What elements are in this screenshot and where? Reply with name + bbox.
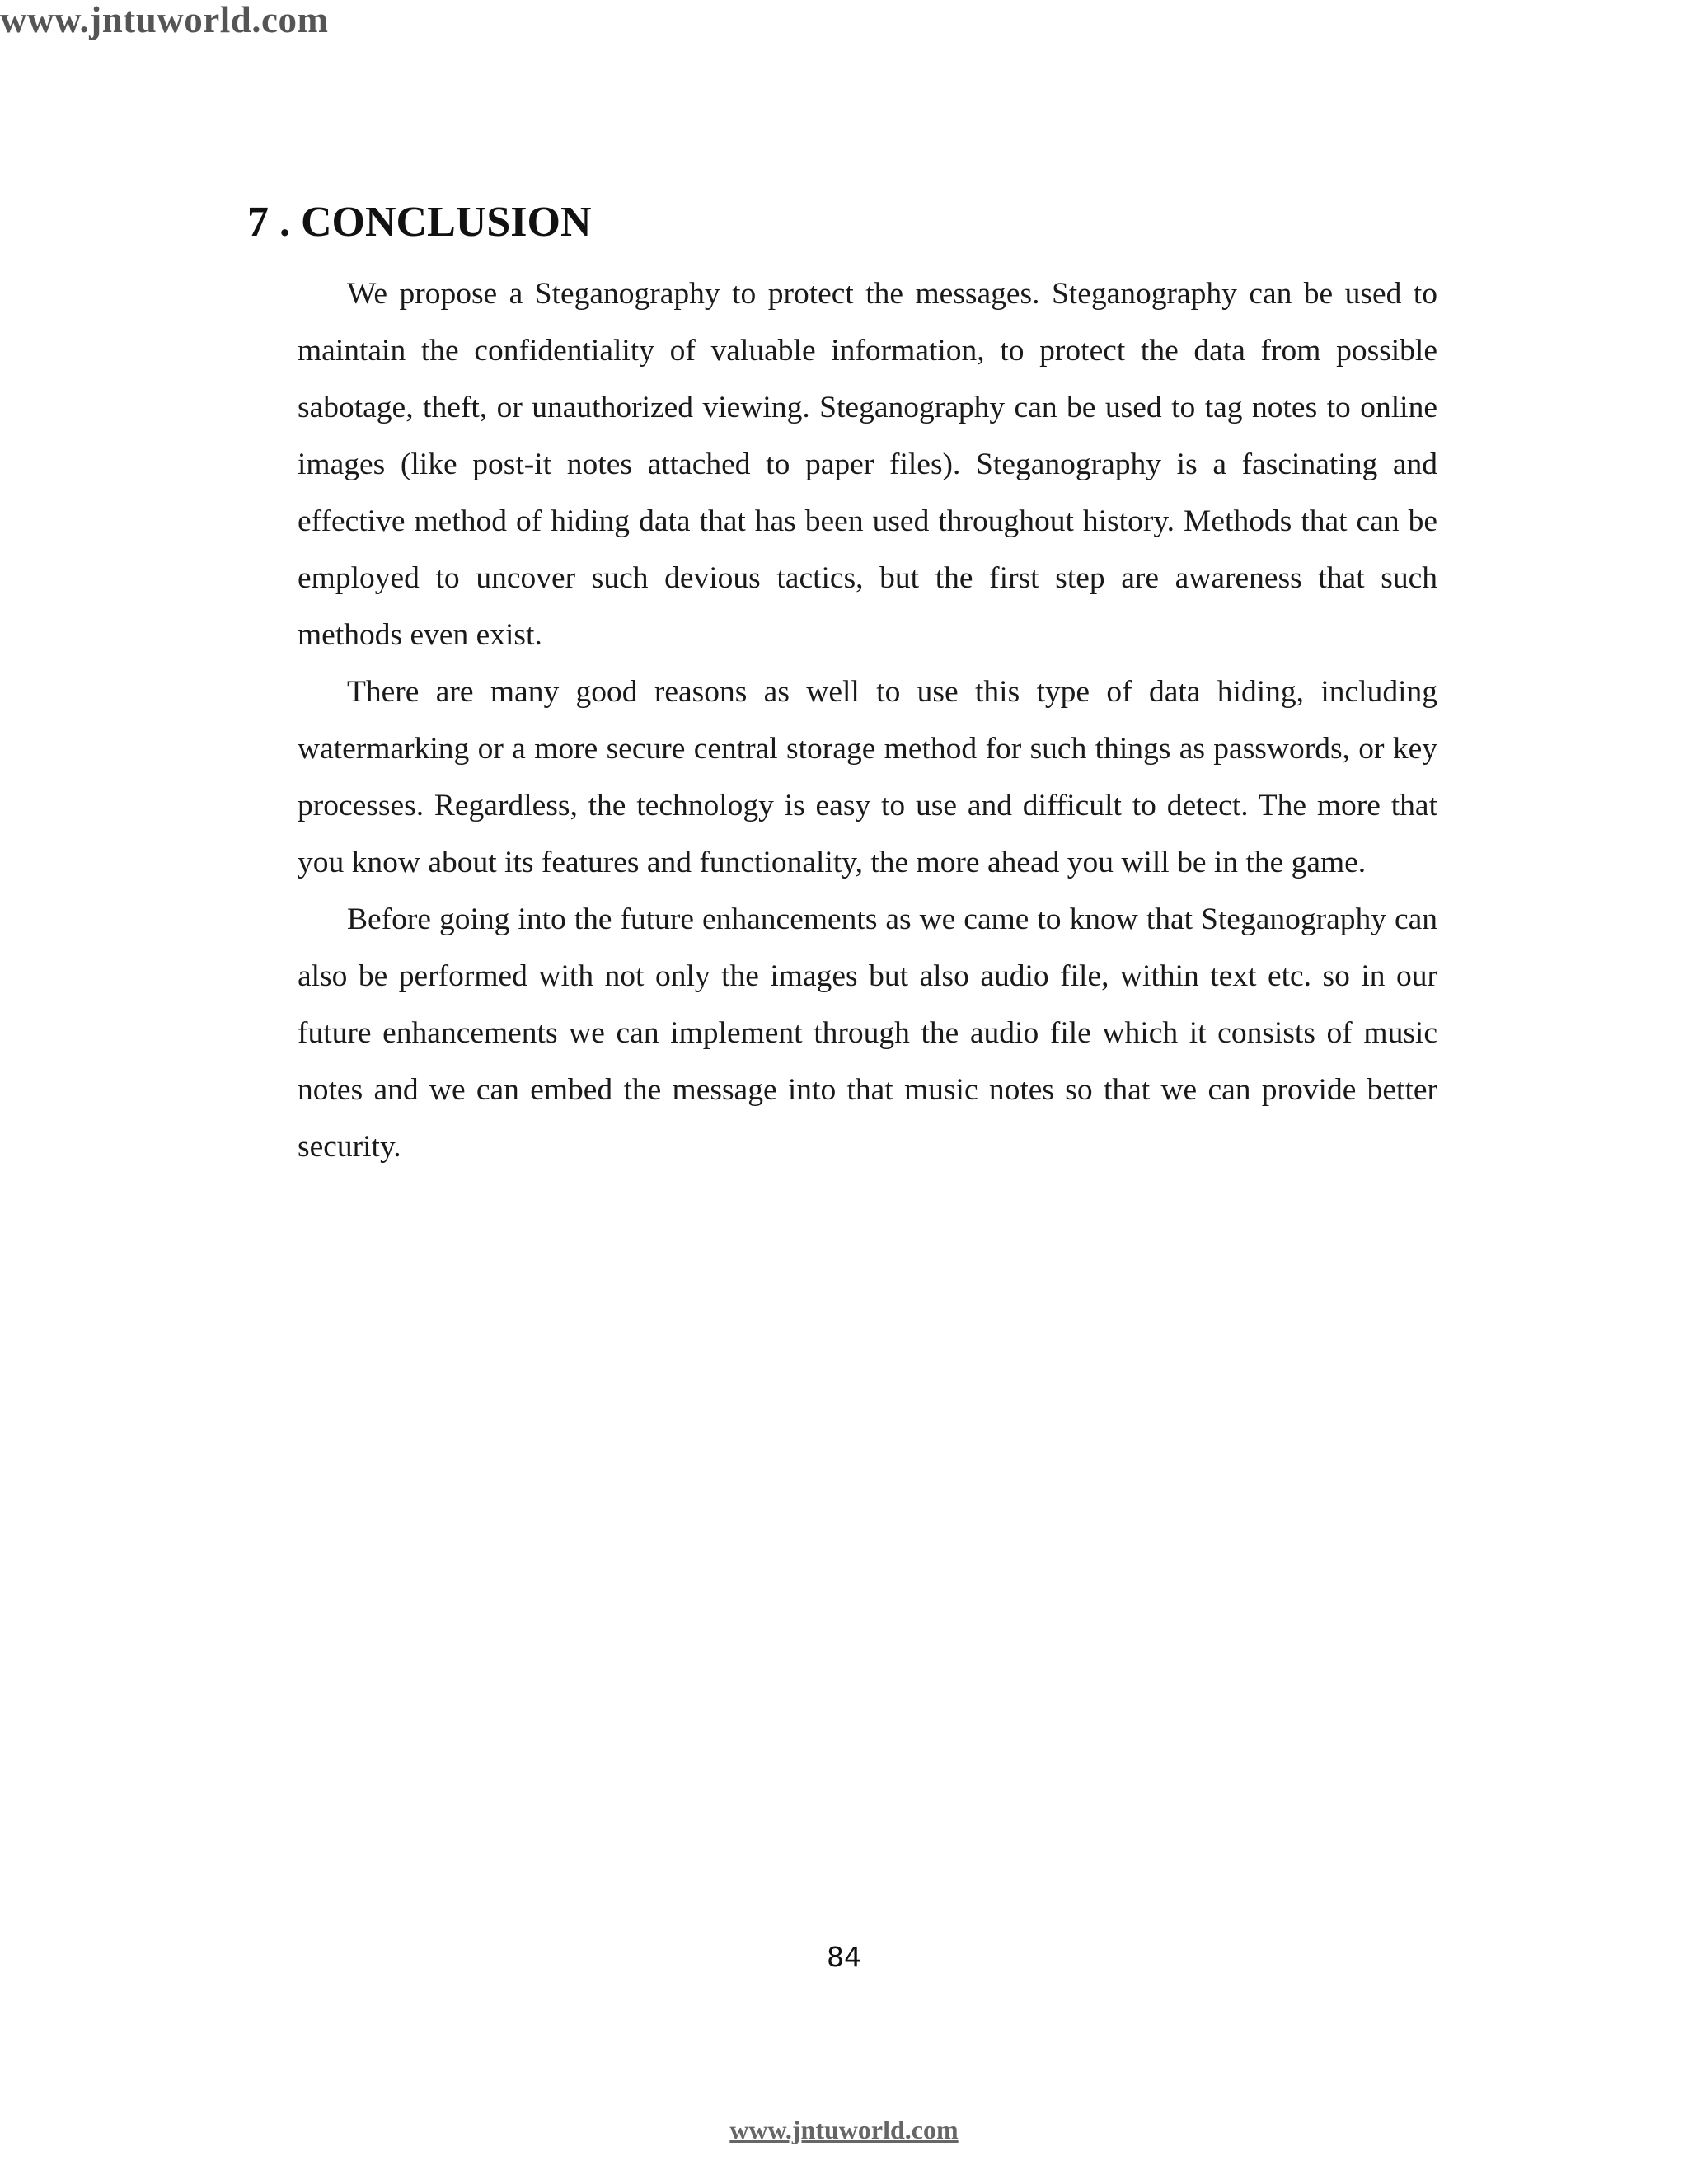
paragraph-1: We propose a Steganography to protect the messages. Steganography can be used to maintain the confidentiality of valuable information, to protect the data from possible sabotage, theft, or unauthorized viewing. Steganography can be used to tag notes to online images (like post-it notes attached to paper files). Steganography is a fascinating and effective method of hiding data that has been used throughout history. Methods that can be employed to uncover such devious tactics, but the first step are awareness that such methods even exist.	[298, 277, 1437, 652]
paragraph-3: Before going into the future enhancements as we came to know that Steganography can also be performed with not only the images but also audio file, within text etc. so in our future enhancements we can implement through the audio file which it consists of music notes and we can embed the message into that music notes so that we can provide better security.	[298, 902, 1437, 1164]
footer-link[interactable]: www.jntuworld.com	[729, 2115, 959, 2144]
footer	[0, 2113, 1688, 2146]
section-heading: 7 . CONCLUSION	[247, 199, 592, 246]
paragraph-2: There are many good reasons as well to use this type of data hiding, including watermarking or a more secure central storage method for such things as passwords, or key processes. Regardless, the technology is easy to use and difficult to detect. The more that you know about its features and functionality, the more ahead you will be in the game.	[298, 675, 1437, 879]
header-watermark: www.jntuworld.com	[0, 0, 329, 40]
page-number: 84	[827, 1941, 861, 1973]
conclusion-body	[298, 265, 1437, 1175]
